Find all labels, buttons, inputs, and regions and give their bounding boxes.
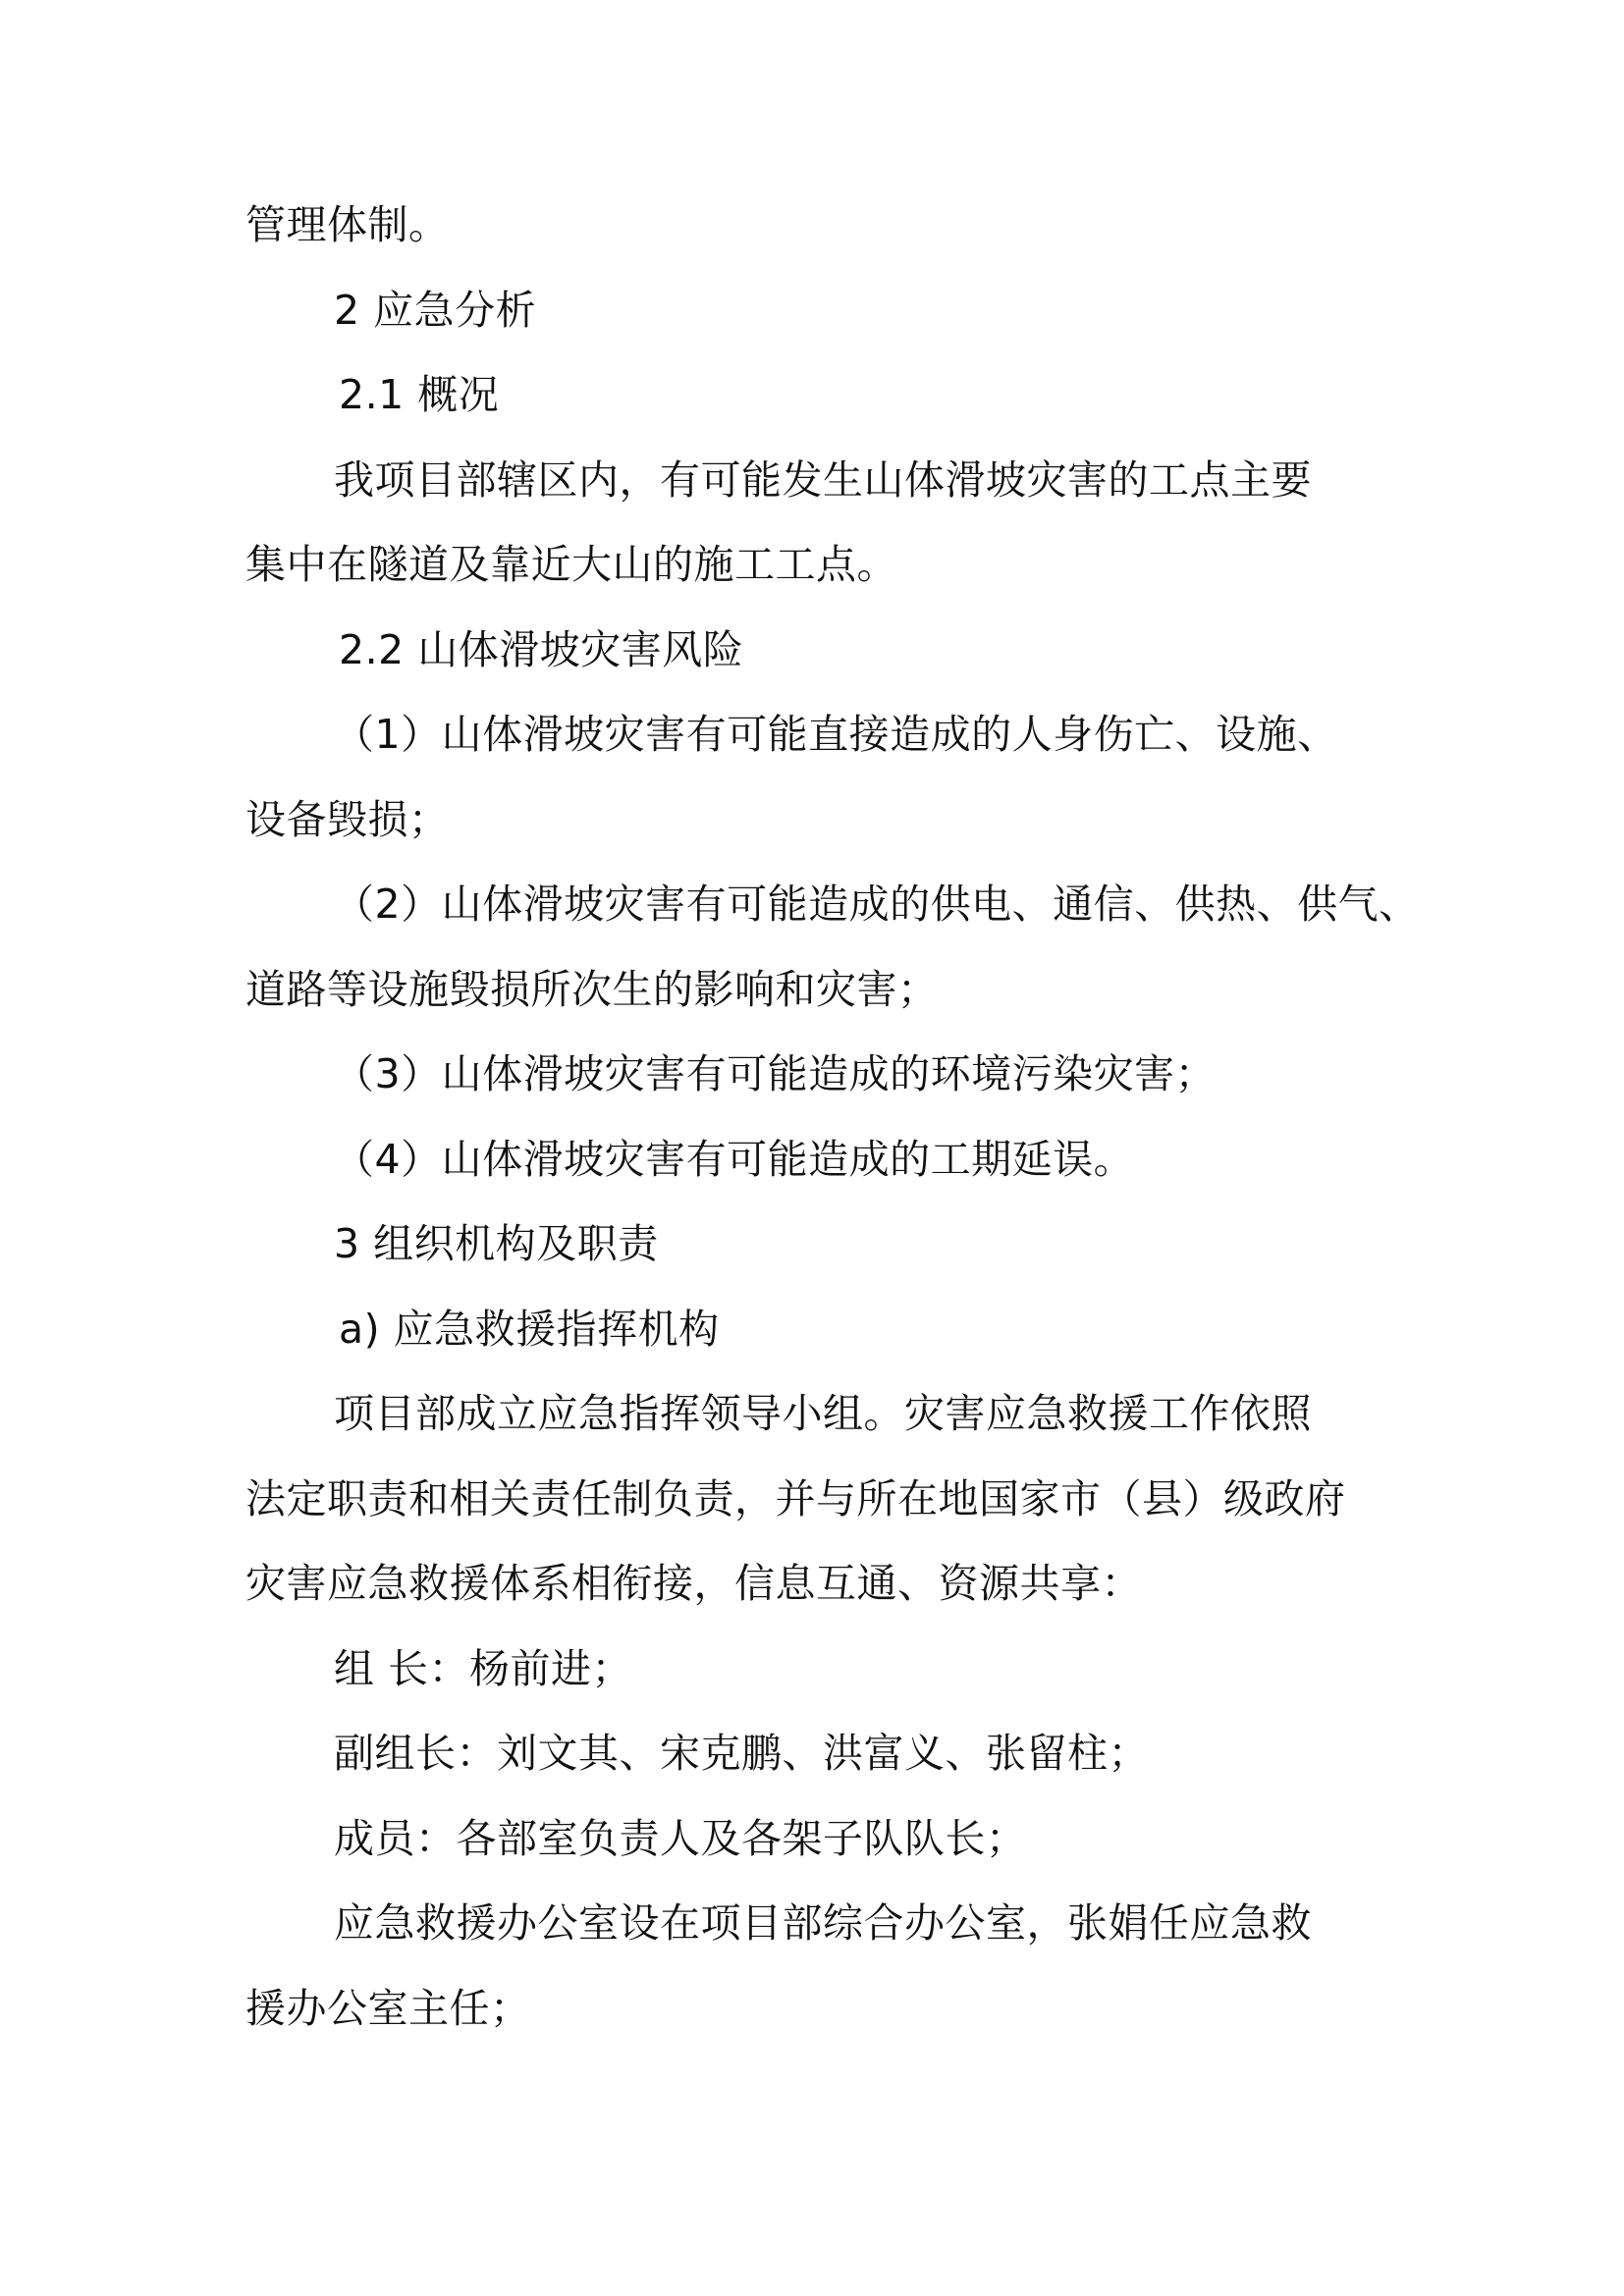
text-line: 管理体制。 <box>245 201 450 248</box>
paragraph-line: 集中在隧道及靠近大山的施工工点。 <box>245 541 897 588</box>
member-line: 副组长：刘文其、宋克鹏、洪富义、张留柱； <box>334 1730 1149 1777</box>
member-line: 组 长：杨前进； <box>334 1645 633 1692</box>
list-item: （1）山体滑坡灾害有可能直接造成的人身伤亡、设施、 <box>334 711 1338 758</box>
paragraph-line: 灾害应急救援体系相衔接，信息互通、资源共享： <box>245 1560 1142 1607</box>
list-item: （4）山体滑坡灾害有可能造成的工期延误。 <box>334 1136 1135 1183</box>
paragraph-line: 援办公室主任； <box>245 1985 531 2032</box>
member-line: 成员：各部室负责人及各架子队队长； <box>334 1815 1027 1862</box>
list-item: （2）山体滑坡灾害有可能造成的供电、通信、供热、供气、 <box>334 881 1420 928</box>
section-heading: 3 组织机构及职责 <box>334 1220 659 1267</box>
list-item-continuation: 设备毁损； <box>245 796 450 843</box>
list-item: （3）山体滑坡灾害有可能造成的环境污染灾害； <box>334 1050 1217 1097</box>
subsection-heading: 2.2 山体滑坡灾害风险 <box>339 626 744 673</box>
paragraph-line: 法定职责和相关责任制负责，并与所在地国家市（县）级政府 <box>245 1475 1346 1522</box>
subsection-heading: a) 应急救援指挥机构 <box>339 1306 720 1353</box>
section-heading: 2 应急分析 <box>334 287 537 334</box>
paragraph-line: 我项目部辖区内，有可能发生山体滑坡灾害的工点主要 <box>334 456 1312 504</box>
paragraph-line: 应急救援办公室设在项目部综合办公室，张娟任应急救 <box>334 1899 1312 1947</box>
paragraph-line: 项目部成立应急指挥领导小组。灾害应急救援工作依照 <box>334 1390 1312 1437</box>
subsection-heading: 2.1 概况 <box>339 371 500 418</box>
list-item-continuation: 道路等设施毁损所次生的影响和灾害； <box>245 966 939 1013</box>
